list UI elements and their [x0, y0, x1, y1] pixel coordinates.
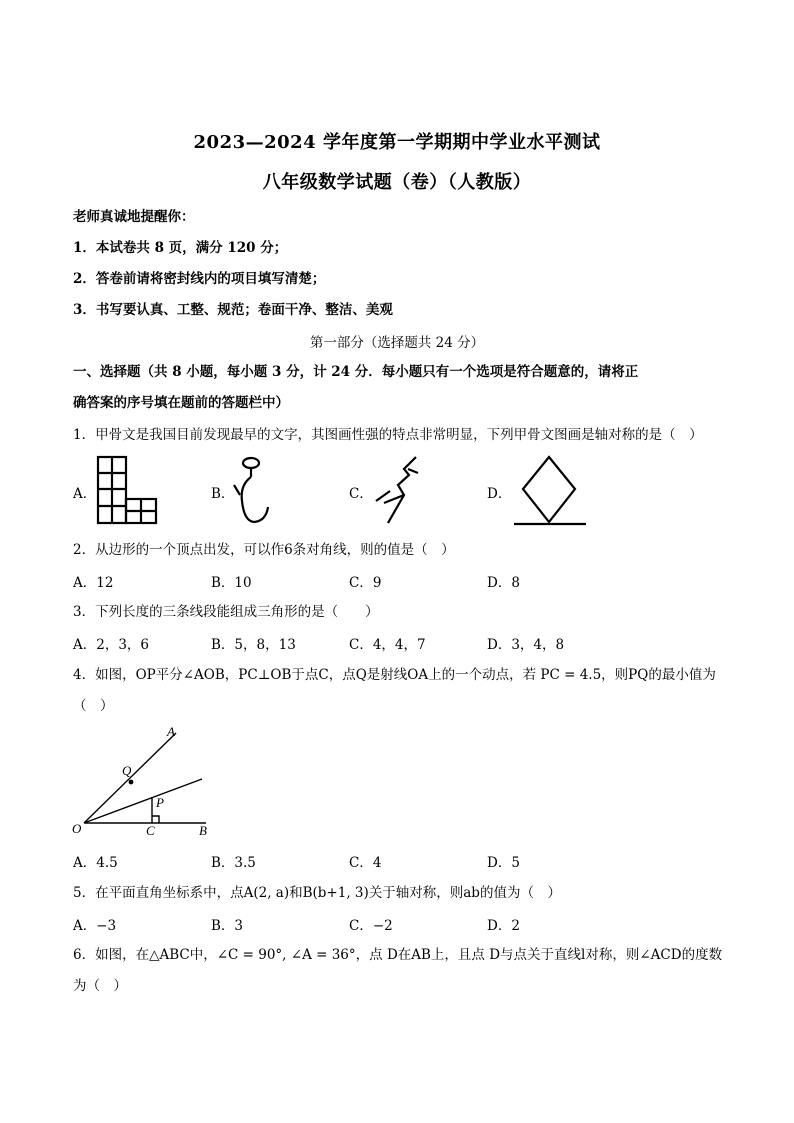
q3-option-c: C．4，4，7 — [349, 637, 426, 653]
label-o: O — [72, 821, 82, 836]
part1-heading: 第一部分（选择题共 24 分） — [309, 335, 485, 351]
point-q-dot — [129, 780, 134, 785]
section-instructions-line2: 确答案的序号填在题前的答题栏中） — [73, 395, 289, 411]
q1-option-a-label: A． — [73, 486, 97, 502]
q5-option-a: A．−3 — [73, 918, 117, 934]
label-c: C — [146, 823, 155, 838]
exam-title: 2023—2024 学年度第一学期期中学业水平测试 — [193, 132, 601, 153]
q1-option-d-glyph — [512, 455, 588, 527]
q1-option-d-label: D． — [487, 486, 512, 502]
q3-option-b: B．5，8，13 — [211, 637, 296, 653]
q1-option-b-label: B． — [211, 486, 235, 502]
q2-option-a: A．12 — [73, 575, 114, 591]
q4-option-a: A．4.5 — [73, 855, 118, 871]
question-4-text-line2: （ ） — [73, 698, 114, 714]
question-6-text-line1: 6．如图，在△ABC中，∠C = 90°, ∠A = 36°，点 D在AB上，且点 D与点关于直线l对称，则∠ACD的度数 — [73, 947, 723, 963]
right-angle-mark — [152, 816, 159, 823]
q5-option-b: B．3 — [211, 918, 244, 934]
notice-heading: 老师真诚地提醒你： — [73, 209, 195, 225]
label-b: B — [199, 823, 207, 838]
q4-option-d: D．5 — [487, 855, 520, 871]
q5-option-c: C．−2 — [349, 918, 393, 934]
question-2-text: 2．从边形的一个顶点出发，可以作6条对角线，则的值是（ ） — [73, 542, 455, 558]
question-3-text: 3．下列长度的三条线段能组成三角形的是（ ） — [73, 604, 379, 620]
q1-option-a-glyph — [96, 455, 158, 525]
label-q: Q — [122, 763, 132, 778]
notice-item-2: 2．答卷前请将密封线内的项目填写清楚； — [73, 271, 326, 287]
exam-subtitle: 八年级数学试题（卷）（人教版） — [262, 172, 532, 193]
label-a: A — [167, 724, 175, 739]
q4-angle-figure — [70, 725, 220, 840]
q2-option-d: D．8 — [487, 575, 520, 591]
ray-op — [84, 779, 202, 823]
q4-option-b: B．3.5 — [211, 855, 256, 871]
section-instructions-line1: 一、选择题（共 8 小题，每小题 3 分，计 24 分．每小题只有一个选项是符合题意的，请将正 — [73, 364, 639, 380]
q3-option-a: A．2，3，6 — [73, 637, 150, 653]
question-5-text: 5．在平面直角坐标系中，点A(2, a)和B(b+1, 3)关于轴对称，则ab的值为（ ） — [73, 885, 561, 901]
q4-option-c: C．4 — [349, 855, 382, 871]
q3-option-d: D．3，4，8 — [487, 637, 565, 653]
label-p: P — [156, 795, 164, 810]
q1-option-c-glyph — [372, 455, 420, 525]
q1-option-c-label: C． — [349, 486, 373, 502]
q2-option-b: B．10 — [211, 575, 252, 591]
question-6-text-line2: 为（ ） — [73, 978, 127, 994]
q5-option-d: D．2 — [487, 918, 520, 934]
q1-option-b-glyph — [232, 455, 272, 527]
question-4-text-line1: 4．如图，OP平分∠AOB，PC⊥OB于点C，点Q是射线OA上的一个动点，若 PC = 4.5，则PQ的最小值为 — [73, 667, 716, 683]
notice-item-1: 1．本试卷共 8 页，满分 120 分； — [73, 240, 288, 256]
question-1-text: 1．甲骨文是我国目前发现最早的文字，其图画性强的特点非常明显，下列甲骨文图画是轴对称的是（ ） — [73, 427, 703, 443]
notice-item-3: 3．书写要认真、工整、规范；卷面干净、整洁、美观 — [73, 302, 393, 318]
q2-option-c: C．9 — [349, 575, 382, 591]
